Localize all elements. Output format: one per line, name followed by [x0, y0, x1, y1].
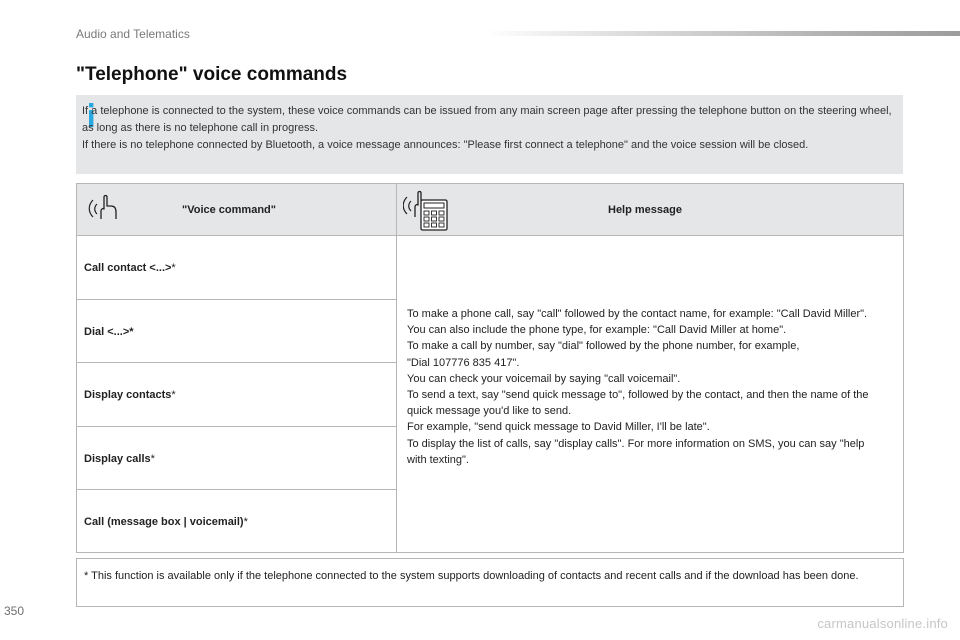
watermark: carmanualsonline.info — [817, 616, 948, 631]
voice-command-cell: Display contacts* — [84, 389, 176, 401]
help-message-icon — [403, 189, 451, 231]
table-row — [77, 426, 396, 489]
help-line: To make a phone call, say "call" followed by the contact name, for example: "Call David Miller". — [407, 308, 868, 320]
help-line: You can also include the phone type, for example: "Call David Miller at home". — [407, 324, 787, 337]
footnote-box — [76, 558, 904, 607]
help-message-cell — [407, 306, 887, 468]
info-text — [82, 103, 892, 154]
info-line: If there is no telephone connected by Bluetooth, a voice message announces: "Please first connect a telephone" and the voice session will be closed. — [82, 139, 809, 151]
voice-command-cell: Call (message box | voicemail)* — [84, 516, 248, 528]
help-message-header: Help message — [608, 204, 682, 216]
voice-command-cell: Display calls* — [84, 453, 155, 465]
voice-command-cell: Dial <...>* — [84, 326, 134, 338]
table-row — [77, 362, 396, 425]
help-line: "Dial 107776 835 417". — [407, 356, 520, 369]
voice-command-header: "Voice command" — [182, 204, 276, 216]
voice-commands-table — [76, 183, 904, 553]
table-header — [77, 184, 903, 236]
info-line: If a telephone is connected to the system, these voice commands can be issued from any main screen page after pressing the telephone button on the steering wheel, as long as there is no telephone call in progress. — [82, 105, 892, 134]
help-line: To send a text, say "send quick message to", followed by the contact, and then the name of the quick message you'd like to send. — [407, 389, 869, 418]
page-title: "Telephone" voice commands — [76, 64, 348, 85]
section-header: Audio and Telematics — [76, 27, 190, 41]
help-line: You can check your voicemail by saying "call voicemail". — [407, 372, 681, 385]
voice-command-icon — [87, 193, 121, 223]
table-row — [77, 299, 396, 362]
table-row — [77, 489, 396, 552]
header-gradient-bar — [484, 31, 960, 36]
help-line: To display the list of calls, say "display calls". For more information on SMS, you can say "help with texting". — [407, 437, 865, 466]
column-divider — [396, 184, 397, 552]
help-line: For example, "send quick message to David Miller, I'll be late". — [407, 421, 710, 434]
table-row — [77, 236, 396, 299]
voice-command-cell: Call contact <...>* — [84, 262, 176, 274]
help-line: To make a call by number, say "dial" followed by the phone number, for example, — [407, 340, 800, 353]
footnote-text: * This function is available only if the telephone connected to the system supports downloading of contacts and recent calls and if the download has been done. — [84, 570, 859, 582]
page-number: 350 — [4, 604, 25, 618]
